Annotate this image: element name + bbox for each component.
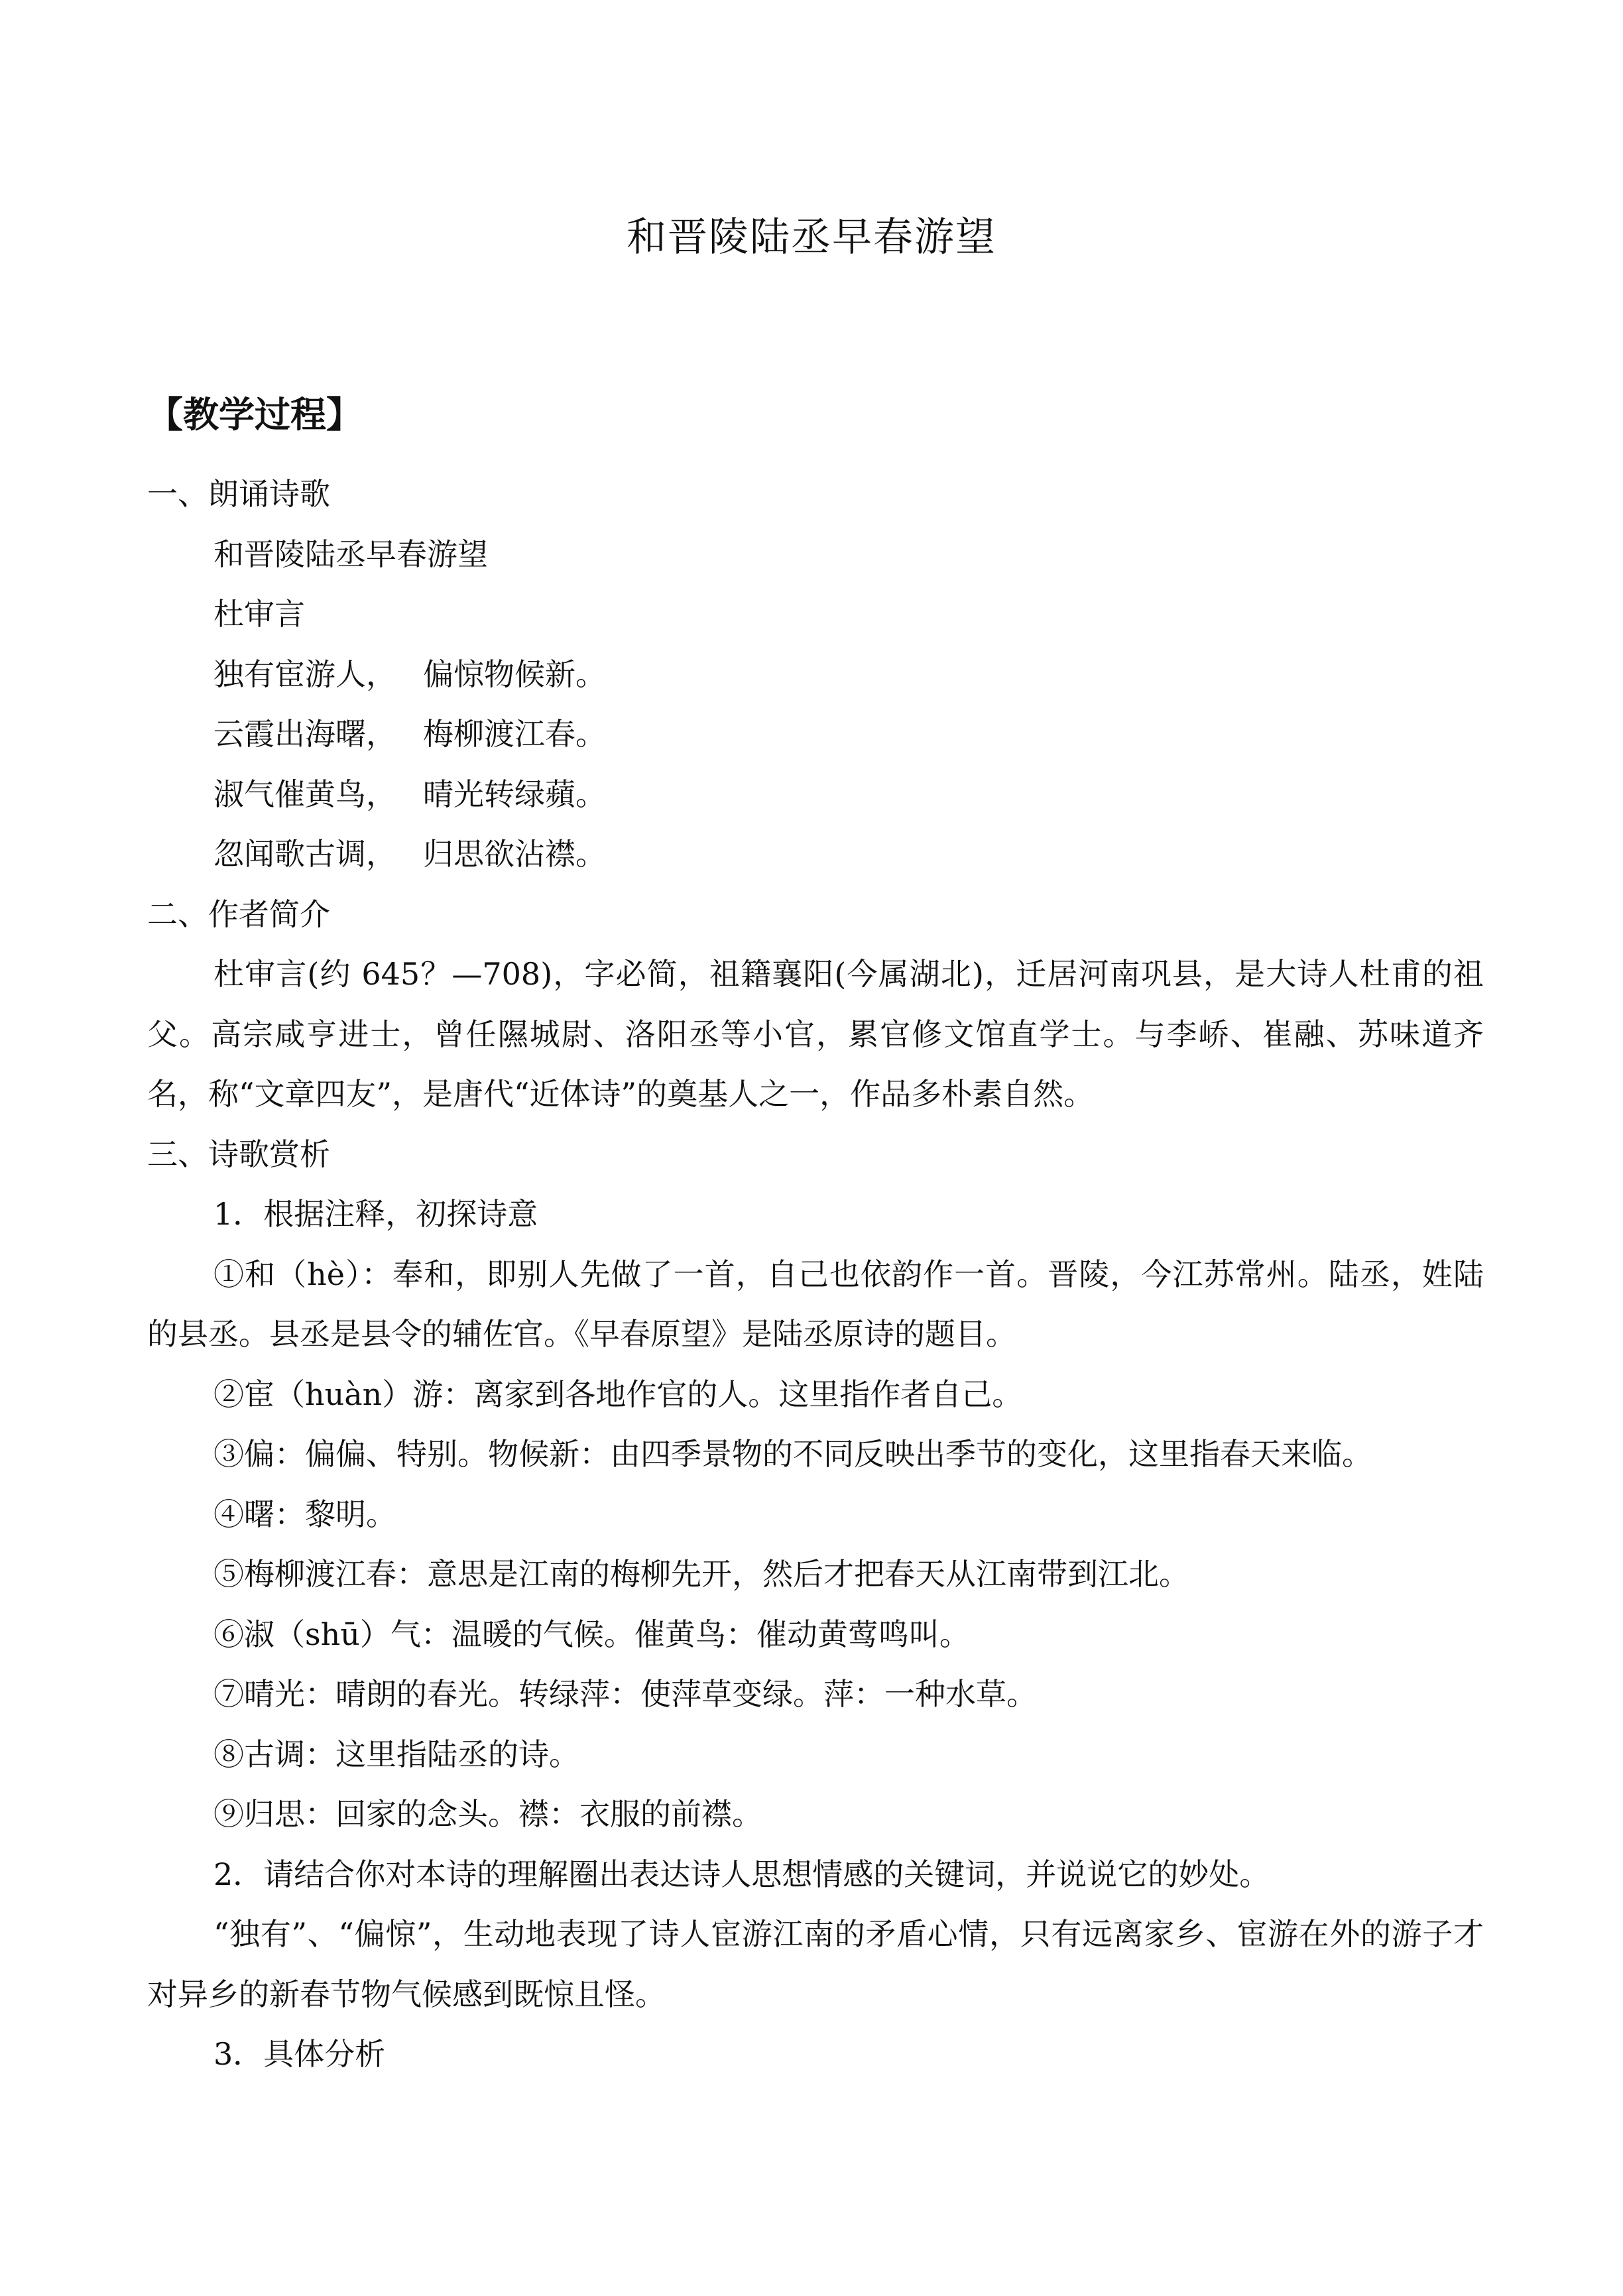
note-item: ⑦晴光：晴朗的春光。转绿萍：使萍草变绿。萍：一种水草。 [213,1676,1037,1712]
author-intro-paragraph: 杜审言(约 645？—708)，字必简，祖籍襄阳(今属湖北)，迁居河南巩县，是大诗人杜甫的祖父。高宗咸亨进士，曾任隰城尉、洛阳丞等小官，累官修文馆直学士。与李峤、崔融、苏味道齐名，称“文章四友”，是唐代“近体诗”的奠基人之一，作品多朴素自然。 [147,956,1484,1112]
document-body [147,464,1484,2085]
subsection-3-heading: 3．具体分析 [213,2036,386,2072]
poem-line-second-half: 偏惊物候新。 [423,656,606,692]
note-item: ⑤梅柳渡江春：意思是江南的梅柳先开，然后才把春天从江南带到江北。 [213,1556,1189,1592]
part3-heading: 三、诗歌赏析 [147,1136,330,1172]
note-item: ⑧古调：这里指陆丞的诗。 [213,1736,579,1772]
part2-heading: 二、作者简介 [147,896,330,932]
note-item: ⑥淑（shū）气：温暖的气候。催黄鸟：催动黄莺鸣叫。 [213,1616,970,1652]
poem-line [147,644,1484,705]
poem-author: 杜审言 [213,596,305,632]
poem-line-second-half: 归思欲沾襟。 [423,836,606,872]
note-item: ④曙：黎明。 [213,1496,396,1532]
poem-line [147,824,1484,884]
section-heading: 【教学过程】 [147,393,362,436]
poem-line-first-half: 云霞出海曙， [213,716,396,752]
note-item: ①和（hè）：奉和，即别人先做了一首，自己也依韵作一首。晋陵，今江苏常州。陆丞，姓陆的县丞。县丞是县令的辅佐官。《早春原望》是陆丞原诗的题目。 [147,1256,1484,1352]
subsection-1-heading: 1．根据注释，初探诗意 [213,1196,538,1232]
poem-title: 和晋陵陆丞早春游望 [213,536,488,572]
note-item: ⑨归思：回家的念头。襟：衣服的前襟。 [213,1796,762,1832]
poem-line-first-half: 独有宦游人， [213,656,396,692]
part1-heading: 一、朗诵诗歌 [147,476,330,512]
poem-line [147,704,1484,764]
subsection-2-answer: “独有”、“偏惊”，生动地表现了诗人宦游江南的矛盾心情，只有远离家乡、宦游在外的游子才对异乡的新春节物气候感到既惊且怪。 [147,1916,1484,2012]
poem-line-first-half: 淑气催黄鸟， [213,776,396,812]
note-item: ③偏：偏偏、特别。物候新：由四季景物的不同反映出季节的变化，这里指春天来临。 [213,1436,1372,1472]
poem-line-second-half: 梅柳渡江春。 [423,716,606,752]
note-item: ②宦（huàn）游：离家到各地作官的人。这里指作者自己。 [213,1376,1023,1412]
poem-line [147,764,1484,825]
document-title: 和晋陵陆丞早春游望 [627,214,996,261]
subsection-2-heading: 2．请结合你对本诗的理解圈出表达诗人思想情感的关键词，并说说它的妙处。 [213,1856,1270,1892]
poem-line-second-half: 晴光转绿蘋。 [423,776,606,812]
poem-line-first-half: 忽闻歌古调， [213,836,396,872]
